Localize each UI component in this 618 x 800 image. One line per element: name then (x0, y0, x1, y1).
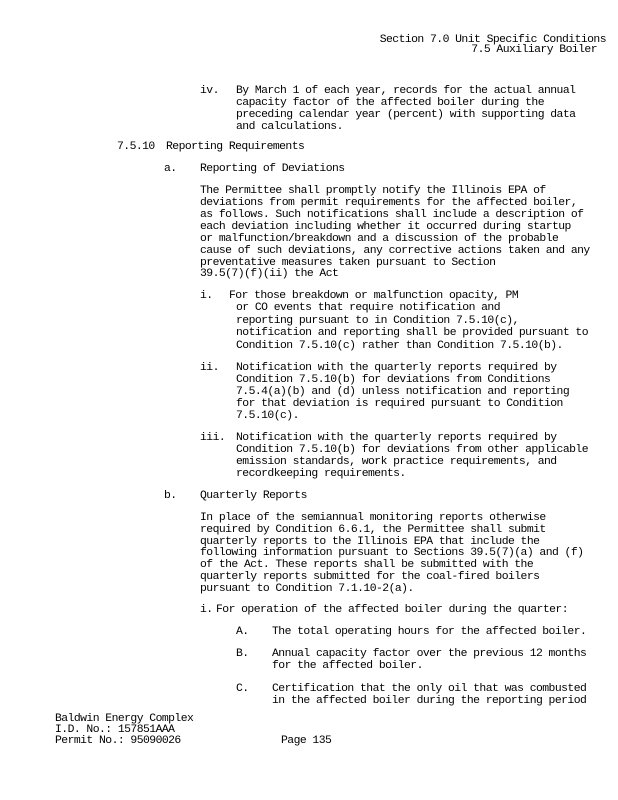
item-a-iii-line: recordkeeping requirements. (236, 468, 406, 480)
part-b-paragraph-line: pursuant to Condition 7.1.10-2(a). (200, 583, 414, 595)
part-a-paragraph-line: deviations from permit requirements for the affected boiler, (200, 197, 578, 209)
part-a-paragraph-line: The Permittee shall promptly notify the Illinois EPA of (200, 185, 546, 197)
subitem-c-line: Certification that the only oil that was combusted (272, 683, 587, 695)
item-a-i-line: reporting pursuant to in Condition 7.5.10(c), (236, 315, 519, 327)
part-a-paragraph-line: as follows. Such notifications shall include a description of (200, 209, 584, 221)
part-a-paragraph-line: or malfunction/breakdown and a discussion of the probable (200, 233, 559, 245)
subsection-header: 7.5 Auxiliary Boiler (471, 44, 597, 56)
item-a-iii-line: Notification with the quarterly reports required by (236, 432, 557, 444)
item-iv-line: capacity factor of the affected boiler during the (236, 97, 544, 109)
item-b-i-text: For operation of the affected boiler during the quarter: (216, 604, 568, 616)
item-a-i-line: For those breakdown or malfunction opacity, PM (229, 290, 519, 302)
part-a-marker: a. (164, 163, 177, 175)
item-a-iii-line: emission standards, work practice requirements, and (236, 456, 557, 468)
part-b-marker: b. (164, 490, 177, 502)
part-b-paragraph-line: In place of the semiannual monitoring reports otherwise (200, 512, 546, 524)
part-a-paragraph-line: each deviation including whether it occurred during startup (200, 221, 571, 233)
part-b-paragraph-line: required by Condition 6.6.1, the Permittee shall submit (200, 524, 546, 536)
subitem-a-line: The total operating hours for the affected boiler. (272, 626, 587, 638)
footer-id-number: I.D. No.: 157851AAA (55, 724, 175, 736)
item-a-i-line: or CO events that require notification and (236, 302, 500, 314)
item-a-ii-line: for that deviation is required pursuant to Condition (236, 398, 563, 410)
subitem-c-line: in the affected boiler during the reporting period (272, 695, 587, 707)
footer-permit-number: Permit No.: 95090026 (55, 735, 181, 747)
item-a-iii-line: Condition 7.5.10(b) for deviations from other applicable (236, 444, 588, 456)
item-a-iii-marker: iii. (200, 432, 226, 444)
item-b-i-marker: i. (200, 604, 213, 616)
subitem-a-marker: A. (236, 626, 249, 638)
subitem-b-marker: B. (236, 648, 249, 660)
item-a-i-marker: i. (200, 290, 213, 302)
subitem-b-line: for the affected boiler. (272, 660, 423, 672)
part-a-paragraph-line: cause of such deviations, any corrective actions taken and any (200, 245, 590, 257)
item-iv-line: preceding calendar year (percent) with supporting data (236, 109, 576, 121)
section-header: Section 7.0 Unit Specific Conditions (379, 34, 606, 46)
part-a-title: Reporting of Deviations (200, 163, 345, 175)
subitem-c-marker: C. (236, 683, 249, 695)
page-number: Page 135 (281, 735, 332, 747)
item-iv-line: and calculations. (236, 121, 343, 133)
part-b-paragraph-line: quarterly reports to the Illinois EPA that include the (200, 536, 540, 548)
part-b-paragraph-line: of the Act. These reports shall be submitted with the (200, 559, 534, 571)
item-iv-marker: iv. (200, 85, 219, 97)
part-a-paragraph-line: 39.5(7)(f)(ii) the Act (200, 268, 339, 280)
section-number: 7.5.10 (117, 141, 155, 153)
footer-facility: Baldwin Energy Complex (55, 713, 194, 725)
item-a-ii-line: 7.5.10(c). (236, 410, 299, 422)
subitem-b-line: Annual capacity factor over the previous 12 months (272, 648, 587, 660)
item-a-ii-line: Condition 7.5.10(b) for deviations from Conditions (236, 374, 551, 386)
part-b-paragraph-line: quarterly reports submitted for the coal-fired boilers (200, 571, 540, 583)
item-a-ii-marker: ii. (200, 362, 219, 374)
part-b-paragraph-line: following information pursuant to Sections 39.5(7)(a) and (f) (200, 547, 584, 559)
item-a-ii-line: 7.5.4(a)(b) and (d) unless notification and reporting (236, 386, 570, 398)
item-iv-line: By March 1 of each year, records for the actual annual (236, 85, 576, 97)
item-a-i-line: Condition 7.5.10(c) rather than Condition 7.5.10(b). (236, 340, 563, 352)
item-a-ii-line: Notification with the quarterly reports required by (236, 362, 557, 374)
part-a-paragraph-line: preventative measures taken pursuant to Section (200, 257, 496, 269)
section-title: Reporting Requirements (166, 141, 305, 153)
item-a-i-line: notification and reporting shall be provided pursuant to (236, 327, 588, 339)
part-b-title: Quarterly Reports (200, 490, 307, 502)
